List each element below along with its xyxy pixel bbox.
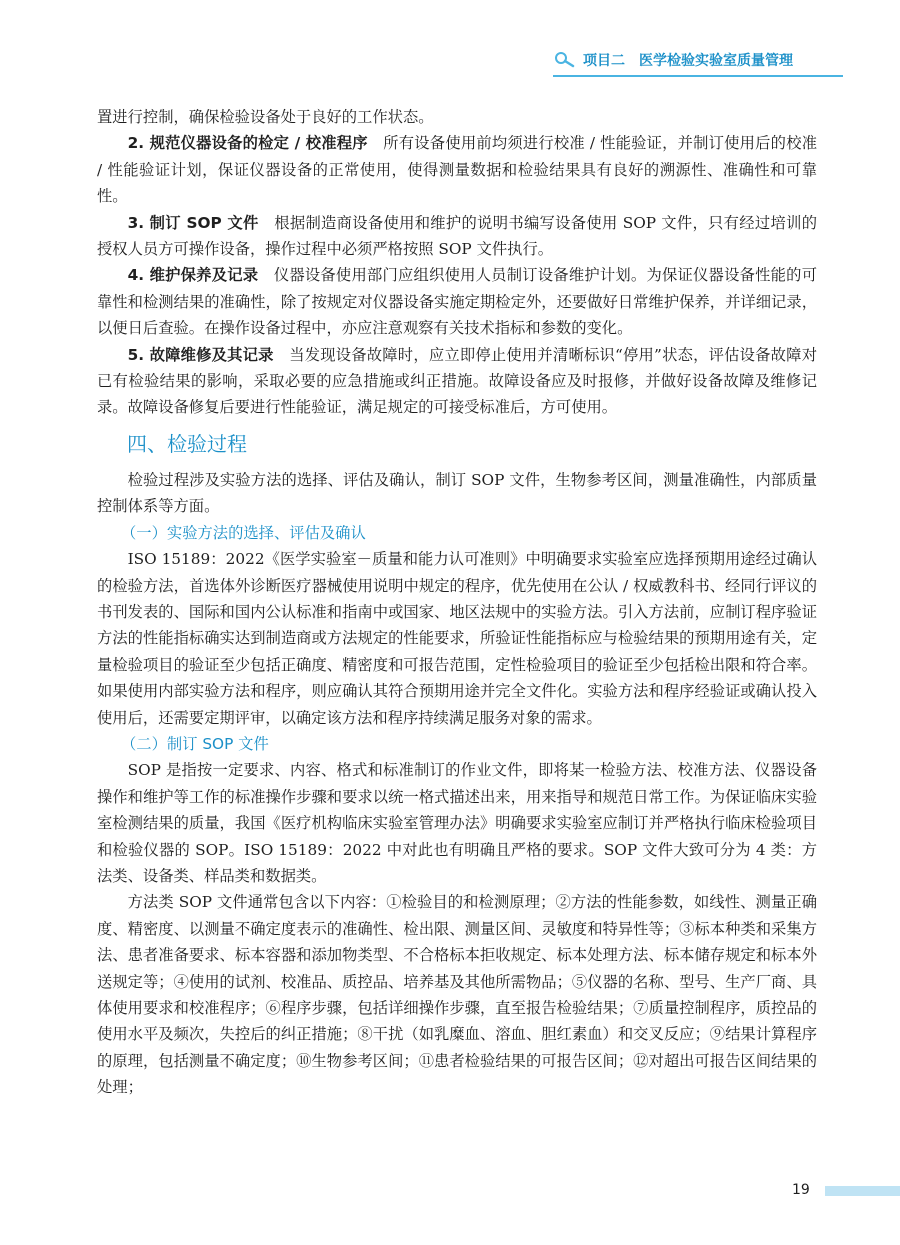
paragraph-sop (97, 210, 817, 263)
paragraph-lead: 3. 制订 SOP 文件 (127, 213, 259, 232)
paragraph-lead: 2. 规范仪器设备的检定 / 校准程序 (127, 134, 368, 153)
subsection-heading-sop: （二）制订 SOP 文件 (121, 734, 269, 753)
paragraph-lead: 4. 维护保养及记录 (127, 266, 259, 285)
paragraph-methods: ISO 15189：2022《医学实验室－质量和能力认可准则》中明确要求实验室应选择预期用途经过确认的检验方法，首选体外诊断医疗器械使用说明中规定的程序，优先使用在公认 / 权威教科书、经同行评议的书刊发表的、国际和国内公认标准和指南中或国家、地区法规中的实验方法。引入方法前，应制订程序验证方法的性能指标确实达到制造商或方法规定的性能要求，所验证性能指标应与检验结果的预期用途有关，定量检验项目的验证至少包括正确度、精密度和可报告范围，定性检验项目的验证至少包括检出限和符合率。如果使用内部实验方法和程序，则应确认其符合预期用途并完全文件化。实验方法和程序经验证或确认投入使用后，还需要定期评审，以确定该方法和程序持续满足服务对象的需求。 (97, 550, 817, 727)
paragraph-sop-definition: SOP 是指按一定要求、内容、格式和标准制订的作业文件，即将某一检验方法、校准方法、仪器设备操作和维护等工作的标准操作步骤和要求以统一格式描述出来，用来指导和规范日常工作。为保证临床实验室检测结果的质量，我国《医疗机构临床实验室管理办法》明确要求实验室应制订并严格执行临床检验项目和检验仪器的 SOP。ISO 15189：2022 中对此也有明确且严格的要求。SOP 文件大致可分为 4 类：方法类、设备类、样品类和数据类。 (97, 761, 817, 885)
subsection-heading-methods: （一）实验方法的选择、评估及确认 (121, 523, 366, 542)
magnifier-icon (553, 50, 577, 70)
paragraph-continuation: 置进行控制，确保检验设备处于良好的工作状态。 (97, 108, 434, 126)
paragraph-text: 所有设备使用前均须进行校准 / 性能验证，并制订使用后的校准 / 性能验证计划，保证仪器设备的正常使用，使得测量数据和检验结果具有良好的溯源性、准确性和可靠性。 (97, 134, 817, 206)
paragraph-calibration (97, 130, 817, 209)
section-intro: 检验过程涉及实验方法的选择、评估及确认，制订 SOP 文件，生物参考区间，测量准确性，内部质量控制体系等方面。 (97, 470, 817, 516)
page-body (97, 104, 817, 1101)
paragraph-method-sop-contents: 方法类 SOP 文件通常包含以下内容：①检验目的和检测原理；②方法的性能参数，如线性、测量正确度、精密度、以测量不确定度表示的准确性、检出限、测量区间、灵敏度和特异性等；③标本种类和采集方法、患者准备要求、标本容器和添加物类型、不合格标本拒收规定、标本处理方法、标本储存规定和标本外送规定等；④使用的试剂、校准品、质控品、培养基及其他所需物品；⑤仪器的名称、型号、生产厂商、具体使用要求和校准程序；⑥程序步骤，包括详细操作步骤，直至报告检验结果；⑦质量控制程序，质控品的使用水平及频次，失控后的纠正措施；⑧干扰（如乳糜血、溶血、胆红素血）和交叉反应；⑨结果计算程序的原理，包括测量不确定度；⑩生物参考区间；⑪患者检验结果的可报告区间；⑫对超出可报告区间结果的处理； (97, 893, 817, 1097)
page-number: 19 (792, 1182, 810, 1198)
running-header (553, 44, 843, 78)
section-heading: 四、检验过程 (127, 431, 247, 456)
paragraph-maintenance (97, 262, 817, 341)
footer-accent-bar (825, 1186, 900, 1196)
header-title: 项目二 医学检验实验室质量管理 (583, 53, 793, 69)
paragraph-text: 根据制造商设备使用和维护的说明书编写设备使用 SOP 文件，只有经过培训的授权人员方可操作设备，操作过程中必须严格按照 SOP 文件执行。 (97, 213, 817, 259)
paragraph-text: 仪器设备使用部门应组织使用人员制订设备维护计划。为保证仪器设备性能的可靠性和检测结果的准确性，除了按规定对仪器设备实施定期检定外，还要做好日常维护保养，并详细记录，以便日后查验。在操作设备过程中，亦应注意观察有关技术指标和参数的变化。 (97, 266, 817, 338)
header-rule (553, 75, 843, 77)
paragraph-text: 当发现设备故障时，应立即停止使用并清晰标识“停用”状态，评估设备故障对已有检验结果的影响，采取必要的应急措施或纠正措施。故障设备应及时报修，并做好设备故障及维修记录。故障设备修复后要进行性能验证，满足规定的可接受标准后，方可使用。 (97, 345, 817, 417)
paragraph-lead: 5. 故障维修及其记录 (127, 345, 274, 364)
paragraph-repair (97, 342, 817, 421)
